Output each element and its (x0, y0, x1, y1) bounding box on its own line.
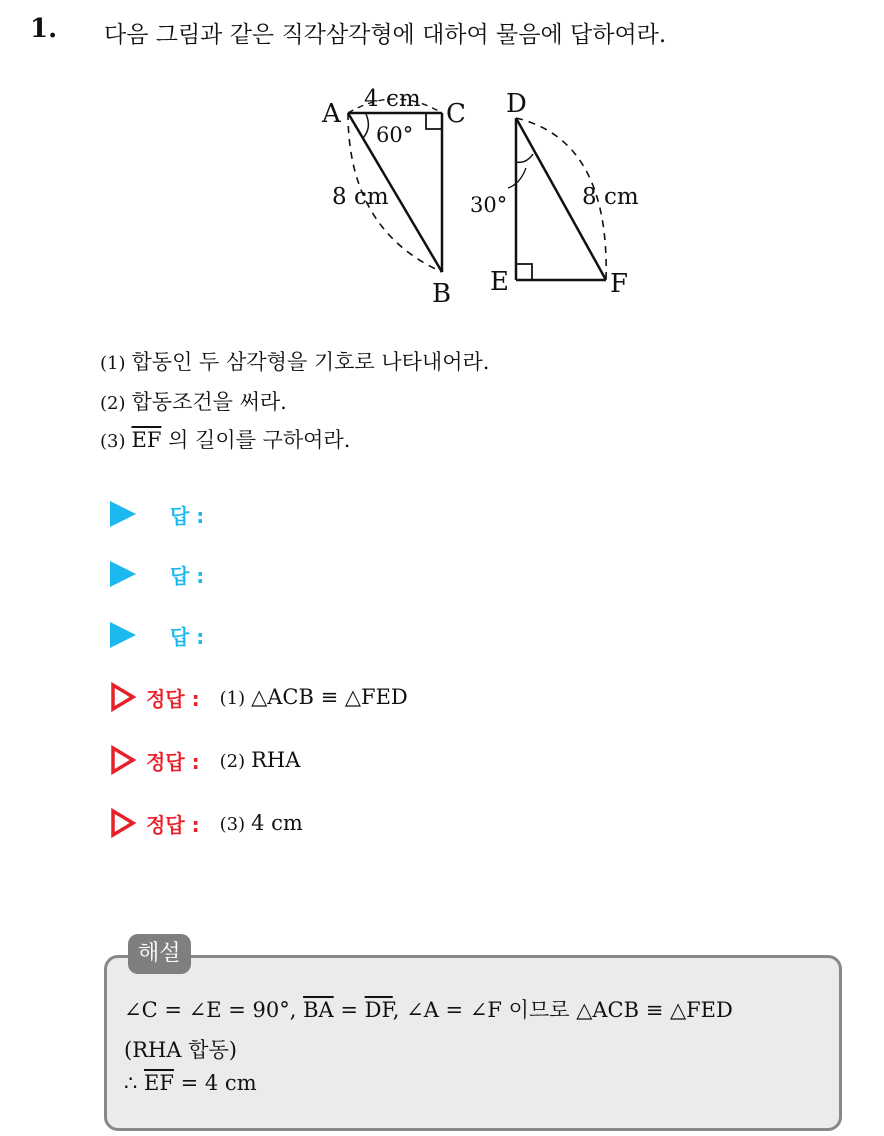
label-e: E (490, 267, 509, 297)
label-ac-length: 4 cm (364, 86, 421, 112)
explanation-tag: 해설 (128, 934, 191, 974)
explanation-line-2: (RHA 합동) (124, 1038, 237, 1062)
subquestion-3 (100, 424, 350, 454)
correct-label: 정답 : (146, 812, 200, 837)
right-angle-mark-c (426, 113, 442, 129)
label-f: F (610, 269, 629, 299)
segment-ef: $\overline{EF}$ (131, 428, 162, 452)
correct-label: 정답 : (146, 749, 200, 774)
answer-label: 답 : (170, 624, 205, 649)
subquestion-text: 의 길이를 구하여라. (161, 428, 351, 452)
correct-text: △ACB ≡ △FED (251, 685, 408, 709)
correct-number: (1) (219, 688, 246, 709)
answer-row-3[interactable] (110, 618, 204, 652)
label-df-length: 8 cm (582, 184, 639, 210)
right-angle-mark-e (516, 264, 532, 280)
subquestion-text: 합동인 두 삼각형을 기호로 나타내어라. (131, 350, 490, 374)
answer-label: 답 : (170, 503, 205, 528)
play-triangle-icon (110, 561, 136, 587)
label-c: C (446, 99, 466, 129)
label-angle-d: 30° (470, 193, 508, 217)
explanation-text: = (333, 998, 365, 1022)
explanation-text: = 4 cm (173, 1071, 257, 1095)
correct-answer-row-1 (110, 680, 408, 714)
correct-label: 정답 : (146, 686, 200, 711)
explanation-text: ∴ (124, 1071, 145, 1095)
subquestion-1 (100, 346, 489, 376)
correct-number: (3) (219, 814, 246, 835)
subquestion-number: (3) (100, 431, 126, 452)
segment-df: $\overline{DF}$ (364, 998, 393, 1022)
explanation-line-3 (124, 1071, 257, 1095)
outline-triangle-icon (110, 808, 136, 838)
correct-answer-row-3 (110, 806, 303, 840)
outline-triangle-icon (110, 745, 136, 775)
segment-ef: $\overline{EF}$ (144, 1071, 174, 1095)
angle-arc-a (363, 114, 368, 138)
explanation-line-1 (124, 994, 733, 1024)
subquestion-2 (100, 386, 287, 416)
label-ab-length: 8 cm (332, 184, 389, 210)
subquestion-text: 합동조건을 써라. (131, 390, 287, 414)
explanation-text: , ∠A = ∠F 이므로 △ACB ≡ △FED (392, 998, 733, 1022)
answer-row-2[interactable] (110, 557, 204, 591)
angle-arc-d (516, 154, 533, 162)
question-text: 다음 그림과 같은 직각삼각형에 대하여 물음에 답하여라. (104, 22, 667, 48)
answer-label: 답 : (170, 563, 205, 588)
label-angle-a: 60° (376, 123, 414, 147)
correct-value (220, 748, 301, 772)
play-triangle-icon (110, 501, 136, 527)
question-number: 1. (30, 14, 58, 44)
explanation-text: ∠C = ∠E = 90°, (124, 998, 304, 1022)
play-triangle-icon (110, 622, 136, 648)
answer-row-1[interactable] (110, 497, 204, 531)
segment-ba: $\overline{BA}$ (303, 998, 334, 1022)
label-a: A (322, 99, 341, 129)
label-d: D (506, 89, 527, 119)
label-b: B (432, 279, 452, 309)
subquestion-number: (1) (100, 353, 126, 374)
correct-value (220, 811, 303, 835)
triangle-figure (300, 80, 660, 310)
correct-text: 4 cm (251, 811, 303, 835)
subquestion-number: (2) (100, 393, 126, 414)
correct-text: RHA (251, 748, 301, 772)
outline-triangle-icon (110, 682, 136, 712)
correct-value (220, 685, 408, 709)
correct-number: (2) (219, 751, 246, 772)
correct-answer-row-2 (110, 743, 300, 777)
